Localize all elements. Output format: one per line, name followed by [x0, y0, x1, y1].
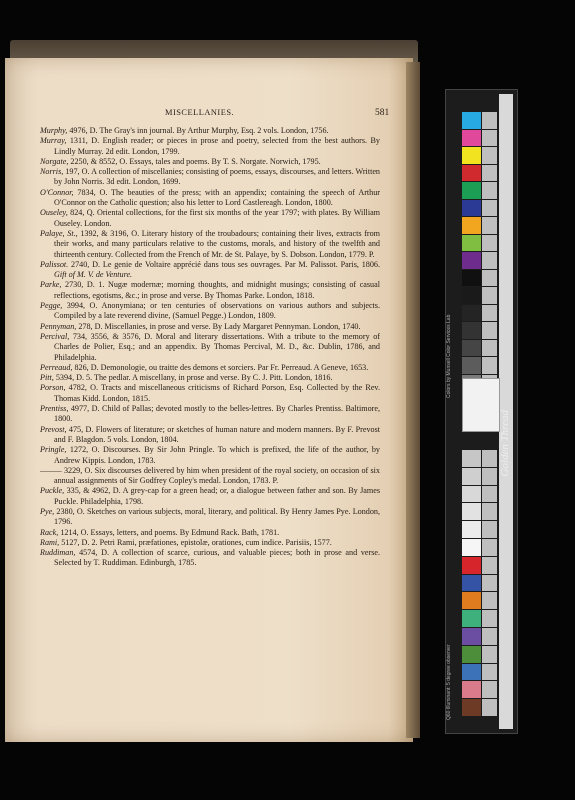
entry-text: 475, D. Flowers of literature; or sketches of human nature and modern manners. By F. Prevost and F. Blagdon. 5 vols. London, 1804.: [54, 424, 380, 444]
patch-scale: [482, 147, 497, 164]
entry-text: 826, D. Demonologie, ou traitte des demons et sorciers. Par Fr. Perreaud. A Geneve, 1653.: [72, 362, 369, 372]
color-patch: [462, 270, 481, 287]
catalog-entry: [40, 167, 380, 188]
entry-author: Pennyman,: [40, 321, 77, 331]
patch-scale: [482, 112, 497, 129]
catalog-entry: [40, 383, 380, 404]
patch-scale: [482, 165, 497, 182]
catalog-entry: [40, 229, 380, 260]
patch-scale: [482, 130, 497, 147]
color-patch: [462, 681, 481, 698]
color-patch: [462, 575, 481, 592]
entry-author: Norris,: [40, 167, 64, 177]
entry-text: 2250, & 8552, O. Essays, tales and poems. By T. S. Norgate. Norwich, 1795.: [68, 156, 321, 166]
patch-scale: [482, 305, 497, 322]
card-brand-top: Colors by Munsell Color Services Lab: [446, 314, 452, 398]
entry-text: 4976, D. The Gray's inn journal. By Arthur Murphy, Esq. 2 vols. London, 1756.: [67, 126, 329, 135]
color-patch: [462, 200, 481, 217]
catalog-entry: [40, 188, 380, 209]
color-patch: [462, 165, 481, 182]
color-patch: [462, 610, 481, 627]
entry-text: 1214, O. Essays, letters, and poems. By Edmund Rack. Bath, 1781.: [58, 527, 280, 537]
patch-scale: [482, 217, 497, 234]
patch-scale: [482, 357, 497, 374]
catalog-entry: [40, 157, 380, 167]
running-title: MISCELLANIES.: [165, 108, 235, 117]
color-patch: [462, 130, 481, 147]
entry-text: 2740, D. Le genie de Voltaire apprécié dans tous ses ouvrages. Par M. Palissot. Paris, 1806.: [68, 259, 380, 269]
patch-scale: [482, 252, 497, 269]
color-patch: [462, 468, 481, 485]
entry-text: 1392, & 3196, O. Literary history of the troubadours; containing their lives, extracts from their works, and many particulars relative to the customs, morals, and history of the twelfth and thirteenth century. Collected from the French of Mr. de St. Palaye, by S. Dobson. London, 1779. P.: [54, 228, 380, 259]
entry-text: 2380, O. Sketches on various subjects, moral, literary, and political. By Henry James Pye. London, 1796.: [54, 506, 380, 527]
patch-scale: [482, 681, 497, 698]
catalog-entry: [40, 425, 380, 446]
patch-scale: [482, 503, 497, 520]
entry-author: Puckle,: [40, 486, 65, 496]
entry-author: Prevost,: [40, 424, 67, 434]
color-patch: [462, 486, 481, 503]
patch-scale: [482, 628, 497, 645]
entry-text: 4977, D. Child of Pallas; devoted mostly to the belles-lettres. By Charles Prentiss. Baltimore, 1800.: [54, 404, 380, 424]
patch-scale: [482, 610, 497, 627]
entry-text: 3229, O. Six discourses delivered by him when president of the royal society, on occasion of six annual assignments of Sir Godfrey Copley's medal. London, 1783. P.: [54, 465, 380, 486]
color-patch: [462, 699, 481, 716]
entry-author: Pringle,: [40, 445, 67, 455]
color-patch: [462, 322, 481, 339]
catalog-entry: [40, 538, 380, 548]
entry-text: 2730, D. 1. Nugæ modernæ; morning thoughts, and midnight musings; consisting of casual reflections, egotisms, &c.; in prose and verse. By Thomas Parke. London, 1818.: [54, 280, 380, 300]
catalog-entry: [40, 322, 380, 332]
entry-author: Rack,: [40, 527, 59, 537]
entry-author: Porson,: [40, 383, 66, 393]
entry-gift-note: Gift of M. V. de Venture.: [54, 270, 133, 280]
color-patch: [462, 340, 481, 357]
catalog-entry: [40, 136, 380, 157]
entry-text: 4574, D. A collection of scarce, curious, and valuable pieces; both in prose and verse. Selected by T. Ruddiman. Edinburgh, 1785.: [54, 548, 380, 568]
target-label: [462, 378, 500, 432]
patch-scale: [482, 287, 497, 304]
patch-scale: [482, 468, 497, 485]
patch-scale: [482, 340, 497, 357]
patch-scale: [482, 200, 497, 217]
color-patch: [462, 147, 481, 164]
patch-scale: [482, 322, 497, 339]
entry-text: 5127, D. 2. Petri Rami, præfationes, epistolæ, orationes, cum indice. Parisiis, 1577.: [59, 537, 332, 547]
catalog-entry: [40, 208, 380, 229]
book-page: [5, 58, 413, 742]
color-patch: [462, 592, 481, 609]
color-patch: [462, 521, 481, 538]
color-patch: [462, 235, 481, 252]
entry-text: 7834, O. The beauties of the press; with an appendix; containing the speech of Arthur O'Connor on the Catholic question; also his letter to Lord Castlereagh. London, 1800.: [54, 187, 380, 208]
patch-scale: [482, 646, 497, 663]
entry-author: Palissot.: [40, 259, 69, 269]
entry-text: 335, & 4962, D. A grey-cap for a green head; or, a dialogue between father and son. By James Puckle. Philadelphia, 1798.: [54, 486, 380, 506]
catalog-entry: [40, 280, 380, 301]
catalog-entry: [40, 528, 380, 538]
entry-text: 824, Q. Oriental collections, for the first six months of the year 1797; with plates. By William Ouseley. London.: [54, 208, 380, 228]
entry-author: Pye,: [40, 506, 55, 516]
catalog-entries: [40, 126, 380, 569]
color-patch: [462, 646, 481, 663]
color-patch: [462, 287, 481, 304]
entry-author: Prentiss,: [40, 404, 69, 414]
entry-author: Rami,: [40, 537, 60, 547]
golden-thread-label: Golden Thread: [499, 410, 511, 477]
catalog-entry: [40, 126, 380, 136]
entry-author: Murray,: [40, 136, 67, 146]
patch-scale: [482, 539, 497, 556]
entry-author: ———: [40, 465, 62, 475]
color-patch: [462, 305, 481, 322]
patch-scale: [482, 182, 497, 199]
catalog-entry: [40, 548, 380, 569]
patch-scale: [482, 575, 497, 592]
entry-text: 3994, O. Anonymiana; or ten centuries of observations on various authors and subjects. Compiled by a late reverend divine, (Samuel Pegge.) London, 1809.: [54, 301, 380, 321]
color-patch: [462, 539, 481, 556]
entry-text: 278, D. Miscellanies, in prose and verse. By Lady Margaret Pennyman. London, 1740.: [76, 321, 361, 331]
patch-scale: [482, 699, 497, 716]
catalog-entry: [40, 363, 380, 373]
patch-scale: [482, 235, 497, 252]
color-patch: [462, 112, 481, 129]
color-patch: [462, 664, 481, 681]
color-patch: [462, 217, 481, 234]
patch-scale: [482, 592, 497, 609]
entry-author: O'Connor,: [40, 187, 74, 197]
entry-author: Parke,: [40, 280, 62, 290]
patch-scale: [482, 450, 497, 467]
entry-author: Percival,: [40, 331, 70, 341]
patch-scale: [482, 521, 497, 538]
entry-author: Perreaud,: [40, 362, 73, 372]
entry-text: 734, 3556, & 3576, D. Moral and literary dissertations. With a tribute to the memory of Charles de Polier, Esq.; and an appendix. By Thomas Percival, M. D., &c. Dublin, 1786, and Philadelphia.: [54, 331, 380, 362]
entry-author: Ouseley,: [40, 208, 68, 218]
color-patch: [462, 557, 481, 574]
catalog-entry: [40, 466, 380, 487]
catalog-entry: [40, 301, 380, 322]
patch-scale: [482, 270, 497, 287]
catalog-entry: [40, 373, 380, 383]
entry-text: 1311, D. English reader; or pieces in prose and poetry, selected from the best authors. By Lindly Murray. 2d edit. London, 1799.: [54, 136, 380, 156]
color-patch: [462, 503, 481, 520]
catalog-entry: [40, 507, 380, 528]
entry-author: Ruddiman,: [40, 548, 76, 558]
entry-text: 4782, O. Tracts and miscellaneous criticisms of Richard Porson, Esq. Collected by the Rev. Thomas Kidd. London, 1815.: [54, 383, 380, 403]
entry-text: 197, O. A collection of miscellanies; consisting of poems, essays, discourses, and letters. Written by John Norris. 3d edit. London, 1699.: [54, 167, 380, 187]
entry-author: Pitt,: [40, 373, 54, 383]
color-patch: [462, 628, 481, 645]
entry-author: Murphy,: [40, 126, 68, 135]
catalog-entry: [40, 404, 380, 425]
patch-scale: [482, 486, 497, 503]
entry-author: Palaye, St.,: [40, 228, 78, 238]
color-patch: [462, 357, 481, 374]
entry-author: Norgate,: [40, 156, 69, 166]
entry-text: 1272, O. Discourses. By Sir John Pringle. To which is prefixed, the life of the author, by Andrew Kippis. London, 1783.: [54, 445, 380, 465]
patch-scale: [482, 664, 497, 681]
catalog-entry: [40, 260, 380, 281]
color-patch: [462, 182, 481, 199]
card-brand-bottom: Q60 Illuminant: 5 degree observer: [446, 644, 452, 720]
entry-text: 5394, D. 5. The pedlar. A miscellany, in prose and verse. By C. J. Pitt. London, 1816.: [53, 373, 333, 383]
catalog-entry: [40, 332, 380, 363]
entry-author: Pegge,: [40, 301, 63, 311]
page-edge: [406, 62, 420, 738]
page-number: 581: [375, 108, 390, 118]
catalog-entry: [40, 445, 380, 466]
color-patch: [462, 450, 481, 467]
color-patch: [462, 252, 481, 269]
patch-scale: [482, 557, 497, 574]
catalog-entry: [40, 486, 380, 507]
